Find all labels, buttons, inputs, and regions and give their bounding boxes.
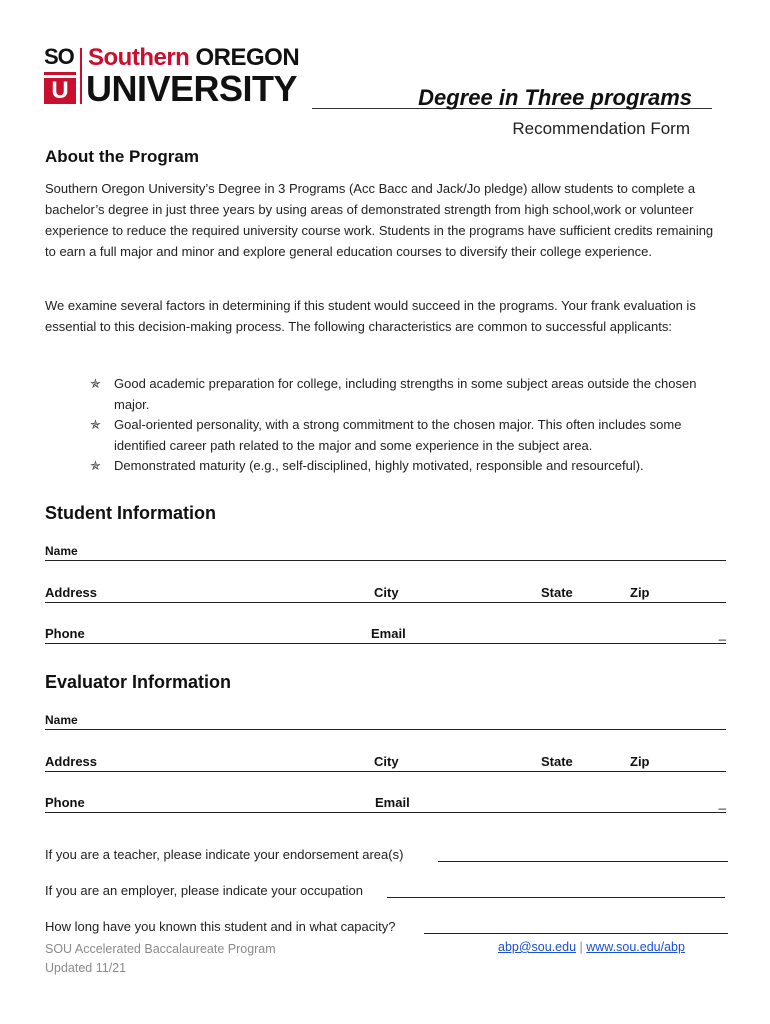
student-name-label: Name: [45, 544, 78, 558]
student-phone-label: Phone: [45, 626, 85, 641]
sou-logo: [44, 46, 314, 108]
relationship-question[interactable]: [45, 916, 728, 936]
logo-u-mark: U: [44, 78, 76, 104]
evaluator-state-label: State: [541, 754, 573, 769]
footer-contact: [498, 940, 685, 954]
relationship-answer-line[interactable]: [424, 933, 728, 934]
endorsement-question[interactable]: [45, 844, 728, 864]
star-icon: ✯: [90, 417, 101, 432]
star-icon: ✯: [90, 376, 101, 391]
logo-red-bar: [44, 72, 76, 75]
student-email-label: Email: [371, 626, 406, 641]
footer-program-info: [45, 940, 276, 978]
endorsement-answer-line[interactable]: [438, 861, 728, 862]
evaluator-name-line[interactable]: [45, 729, 726, 730]
footer-program-name: SOU Accelerated Baccalaureate Program: [45, 942, 276, 956]
bullet-text: Goal-oriented personality, with a strong commitment to the chosen major. This often includes some identified career path related to the major and some experience in the subject area.: [114, 417, 682, 453]
student-email-trail: _: [718, 626, 726, 641]
page-subtitle: Recommendation Form: [512, 119, 690, 138]
footer-updated: Updated 11/21: [45, 961, 127, 975]
student-contact-row[interactable]: [45, 622, 726, 644]
evaluator-city-label: City: [374, 754, 399, 769]
endorsement-question-text: If you are a teacher, please indicate your endorsement area(s): [45, 847, 404, 862]
list-item: [90, 374, 710, 415]
student-address-label: Address: [45, 585, 98, 600]
student-address-row[interactable]: [45, 581, 726, 603]
logo-word-southern: Southern: [88, 44, 190, 71]
occupation-question[interactable]: [45, 880, 728, 900]
student-city-label: City: [374, 585, 399, 600]
student-address-line[interactable]: [45, 602, 726, 603]
evaluator-address-line[interactable]: [45, 771, 726, 772]
bullet-text: Demonstrated maturity (e.g., self-disciplined, highly motivated, responsible and resourceful).: [114, 458, 644, 473]
student-name-line[interactable]: [45, 560, 726, 561]
evaluator-contact-row[interactable]: [45, 791, 726, 813]
page-title: Degree in Three programs: [418, 85, 692, 110]
student-zip-label: Zip: [630, 585, 650, 600]
student-state-label: State: [541, 585, 573, 600]
student-name-field[interactable]: [45, 539, 726, 561]
evaluator-phone-label: Phone: [45, 795, 85, 810]
bullet-text: Good academic preparation for college, including strengths in some subject areas outside the chosen major.: [114, 376, 697, 412]
list-item: [90, 415, 710, 456]
characteristics-list: [90, 374, 710, 477]
logo-divider: [80, 48, 82, 104]
evaluator-info-heading: Evaluator Information: [45, 672, 232, 692]
occupation-answer-line[interactable]: [387, 897, 725, 898]
list-item: [90, 456, 710, 477]
evaluator-address-label: Address: [45, 754, 98, 769]
student-contact-line[interactable]: [45, 643, 726, 644]
logo-word-university: UNIVERSITY: [86, 68, 298, 109]
evaluator-name-field[interactable]: [45, 708, 726, 730]
student-info-heading: Student Information: [45, 503, 216, 523]
occupation-question-text: If you are an employer, please indicate your occupation: [45, 883, 363, 898]
star-icon: ✯: [90, 458, 101, 473]
about-paragraph-2: We examine several factors in determining if this student would succeed in the programs. Your frank evaluation is essential to this decision-making process. The following characteristics are common to successful applicants:: [45, 298, 696, 334]
about-heading: About the Program: [45, 147, 199, 166]
evaluator-email-trail: _: [718, 795, 726, 810]
evaluator-email-label: Email: [375, 795, 410, 810]
logo-so-mark: SO: [44, 44, 74, 69]
evaluator-name-label: Name: [45, 713, 78, 727]
footer-email-link[interactable]: abp@sou.edu: [498, 940, 577, 954]
evaluator-contact-line[interactable]: [45, 812, 726, 813]
evaluator-address-row[interactable]: [45, 750, 726, 772]
logo-word-oregon: OREGON: [195, 44, 300, 71]
about-paragraph-1: Southern Oregon University’s Degree in 3 Programs (Acc Bacc and Jack/Jo pledge) allow students to complete a bachelor’s degree in just three years by using areas of demonstrated strength from high school,work or volunteer experience to reduce the required university course work. Students in the programs have sufficient credits remaining to earn a full major and minor and explore general education courses to diversify their college experience.: [45, 181, 714, 259]
relationship-question-text: How long have you known this student and in what capacity?: [45, 919, 396, 934]
footer-website-link[interactable]: www.sou.edu/abp: [586, 940, 685, 954]
footer-separator: |: [579, 940, 583, 954]
evaluator-zip-label: Zip: [630, 754, 650, 769]
